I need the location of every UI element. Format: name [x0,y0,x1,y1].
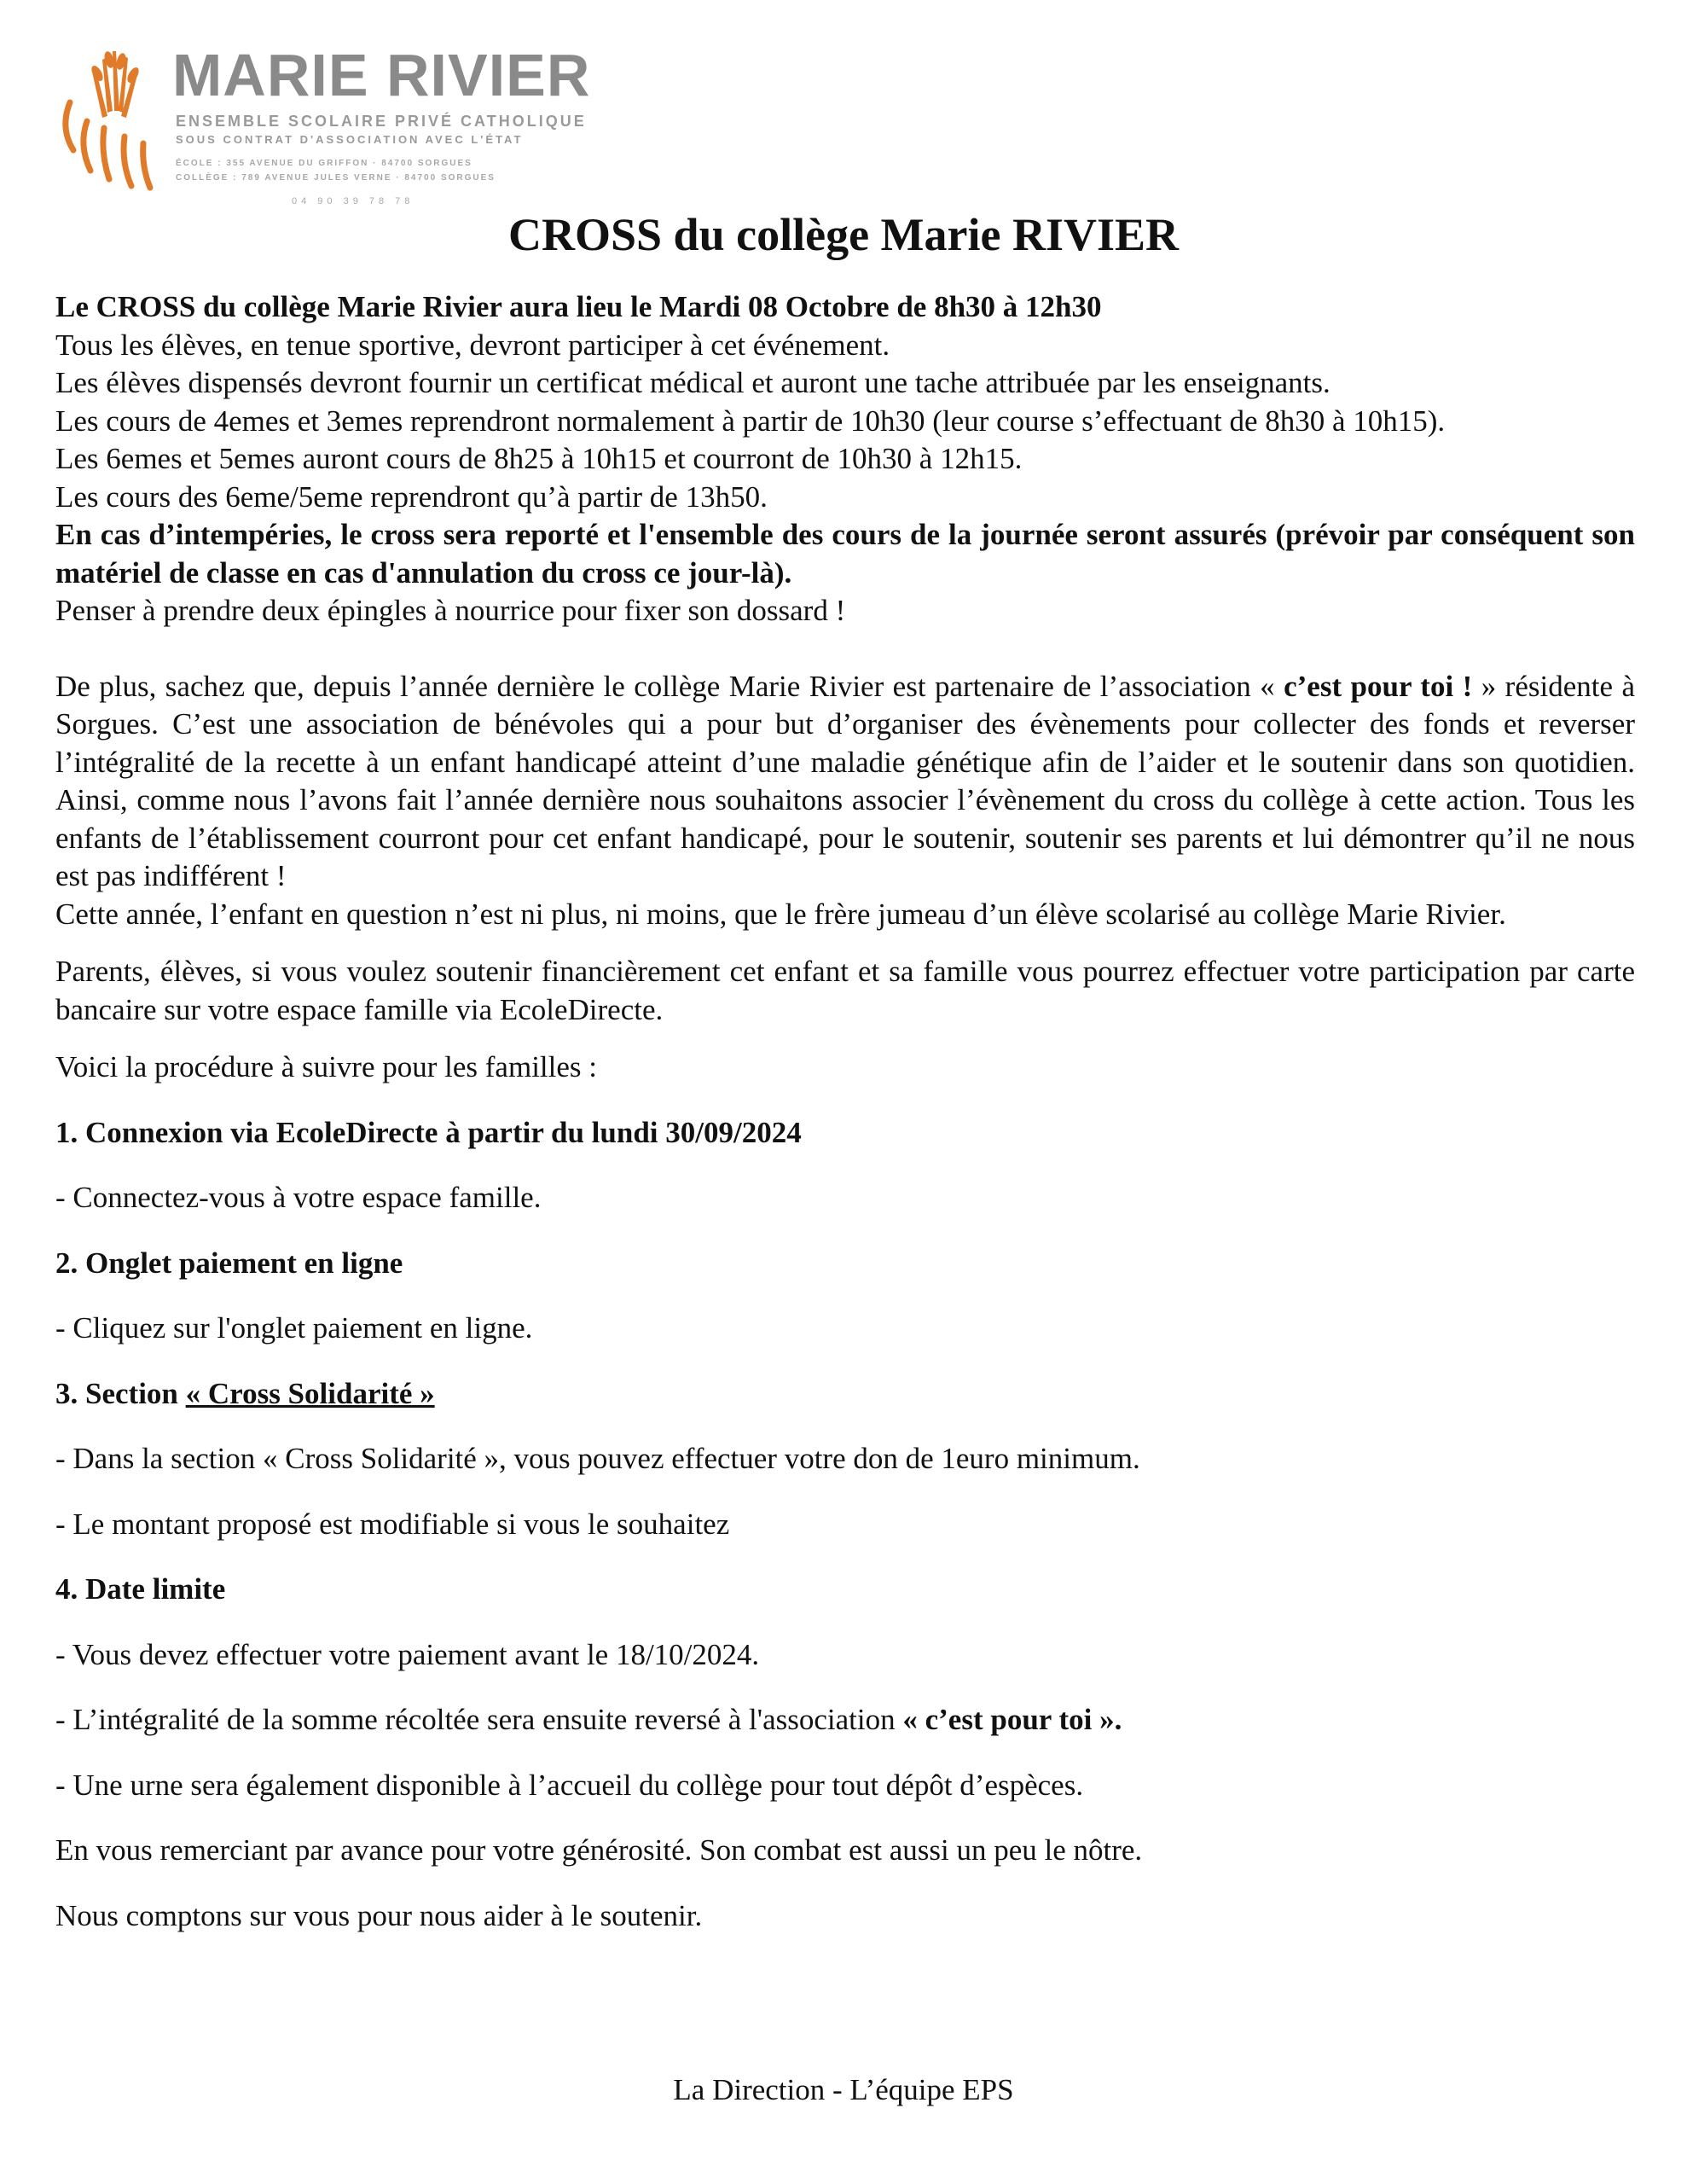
school-logo [53,34,599,213]
logo-school-address: ÉCOLE : 355 AVENUE DU GRIFFON · 84700 SORGUES [176,159,472,168]
step-2-item: - Cliquez sur l'onglet paiement en ligne. [55,1311,533,1345]
step-3-title: 3. Section « Cross Solidarité » [55,1376,435,1410]
intro-line: Les cours de 4emes et 3emes reprendront normalement à partir de 10h30 (leur course s’effectuant de 8h30 à 10h15). [55,404,1446,438]
weather-notice: En cas d’intempéries, le cross sera reporté et l'ensemble des cours de la journée seront assurés (prévoir par conséquent son matériel de classe en cas d'annulation du cross ce jour-là). [55,518,1635,590]
safety-pins-reminder: Penser à prendre deux épingles à nourrice pour fixer son dossard ! [55,594,846,627]
page-title: CROSS du collège Marie RIVIER [508,209,1179,260]
step-4-title: 4. Date limite [55,1572,226,1606]
step-1-item: - Connectez-vous à votre espace famille. [55,1181,542,1214]
event-headline: Le CROSS du collège Marie Rivier aura lieu le Mardi 08 Octobre de 8h30 à 12h30 [55,290,1102,323]
step-4-item: - Vous devez effectuer votre paiement avant le 18/10/2024. [55,1637,760,1671]
child-paragraph: Cette année, l’enfant en question n’est ni plus, ni moins, que le frère jumeau d’un élève scolarisé au collège Marie Rivier. [55,897,1506,931]
association-paragraph: De plus, sachez que, depuis l’année dernière le collège Marie Rivier est partenaire de l’association « c’est pour toi ! » résidente à Sorgues. C’est une association de bénévoles qui a pour but d’organiser des évènements pour collecter des fonds et reverser l’intégralité de la recette à un enfant handicapé atteint d’une maladie génétique afin de l’aider et le soutenir dans son quotidien. Ainsi, comme nous l’avons fait l’année dernière nous souhaitons associer l’évènement du cross du collège à cette action. Tous les enfants de l’établissement courront pour cet enfant handicapé, pour le soutenir, soutenir ses parents et lui démontrer qu’il ne nous est pas indifférent ! [55,669,1635,892]
intro-line: Tous les élèves, en tenue sportive, devront participer à cet événement. [55,328,890,362]
logo-subtitle: ENSEMBLE SCOLAIRE PRIVÉ CATHOLIQUE [176,113,587,130]
step-3-item: - Dans la section « Cross Solidarité », vous pouvez effectuer votre don de 1euro minimum. [55,1442,1140,1475]
step-3-item: - Le montant proposé est modifiable si vous le souhaitez [55,1507,730,1541]
intro-line: Les élèves dispensés devront fournir un certificat médical et auront une tache attribuée par les enseignants. [55,366,1330,399]
marie-rivier-emblem-icon [53,43,164,196]
step-4-item: - Une urne sera également disponible à l’accueil du collège pour tout dépôt d’espèces. [55,1768,1084,1802]
intro-line: Les cours des 6eme/5eme reprendront qu’à partir de 13h50. [55,479,768,514]
support-line: Nous comptons sur vous pour nous aider à le soutenir. [55,1898,703,1932]
step-1-title: 1. Connexion via EcoleDirecte à partir du lundi 30/09/2024 [55,1115,802,1149]
signature: La Direction - L’équipe EPS [673,2073,1014,2106]
cross-solidarite-link: « Cross Solidarité » [185,1376,435,1410]
thanks-line: En vous remerciant par avance pour votre générosité. Son combat est aussi un peu le nôtre. [55,1833,1143,1867]
logo-school-name: MARIE RIVIER [172,42,591,108]
donation-paragraph: Parents, élèves, si vous voulez soutenir financièrement cet enfant et sa famille vous pourrez effectuer votre participation par carte bancaire sur votre espace famille via EcoleDirecte. [55,955,1635,1026]
step-2-title: 2. Onglet paiement en ligne [55,1246,403,1280]
logo-phone: 04 90 39 78 78 [292,196,415,206]
procedure-intro: Voici la procédure à suivre pour les familles : [55,1050,597,1083]
logo-college-address: COLLÈGE : 789 AVENUE JULES VERNE · 84700 SORGUES [176,173,496,183]
letter-body [55,288,1635,1935]
step-4-item: - L’intégralité de la somme récoltée sera ensuite reversé à l'association « c’est pour toi ». [55,1703,1122,1736]
intro-line: Les 6emes et 5emes auront cours de 8h25 à 10h15 et courront de 10h30 à 12h15. [55,442,1023,475]
logo-contract: SOUS CONTRAT D'ASSOCIATION AVEC L'ÉTAT [176,133,524,146]
